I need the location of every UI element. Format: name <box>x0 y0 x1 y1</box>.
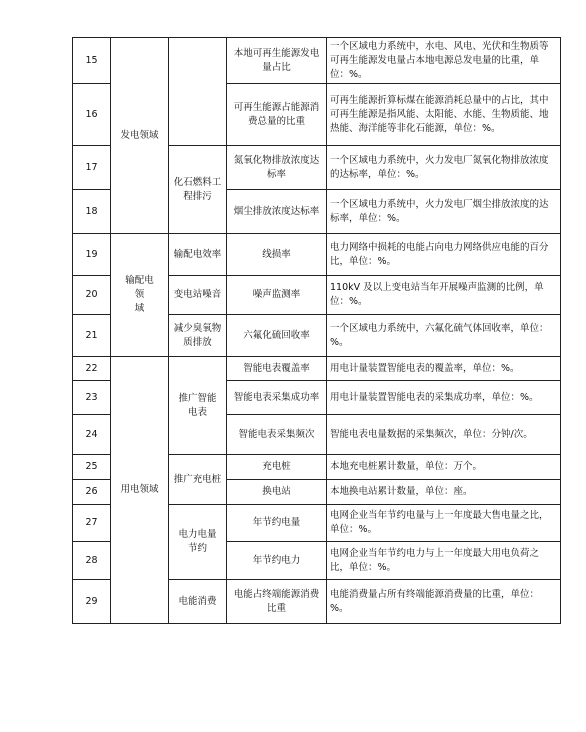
indicator-definition: 用电计量装置智能电表的覆盖率，单位：%。 <box>327 357 561 381</box>
row-number: 23 <box>73 381 111 415</box>
indicator-name: 线损率 <box>227 234 327 276</box>
indicator-table <box>72 37 561 624</box>
category-cell: 化石燃料工 程排污 <box>169 146 227 234</box>
category-cell: 推广智能 电表 <box>169 357 227 455</box>
indicator-definition: 电网企业当年节约电量与上一年度最大售电量之比，单位：%。 <box>327 505 561 542</box>
indicator-definition: 电能消费量占所有终端能源消费量的比重，单位：%。 <box>327 580 561 624</box>
indicator-name: 烟尘排放浓度达标率 <box>227 190 327 234</box>
row-number: 22 <box>73 357 111 381</box>
indicator-definition: 一个区域电力系统中，水电、风电、光伏和生物质等可再生能源发电量占本地电源总发电量的比重，单位：%。 <box>327 38 561 84</box>
row-number: 24 <box>73 415 111 455</box>
indicator-name: 换电站 <box>227 480 327 505</box>
category-cell: 电能消费 <box>169 580 227 624</box>
indicator-name: 氮氧化物排放浓度达 标率 <box>227 146 327 190</box>
indicator-definition: 一个区域电力系统中，六氟化硫气体回收率，单位：%。 <box>327 315 561 357</box>
row-number: 19 <box>73 234 111 276</box>
row-number: 17 <box>73 146 111 190</box>
category-cell: 减少臭氧物 质排放 <box>169 315 227 357</box>
category-cell: 输配电效率 <box>169 234 227 276</box>
row-number: 20 <box>73 276 111 315</box>
domain-cell: 发电领域 <box>111 38 169 234</box>
category-cell: 变电站噪音 <box>169 276 227 315</box>
indicator-definition: 可再生能源折算标煤在能源消耗总量中的占比，其中可再生能源是指风能、太阳能、水能、生物质能、地热能、海洋能等非化石能源，单位：%。 <box>327 84 561 146</box>
indicator-definition: 一个区域电力系统中，火力发电厂氮氧化物排放浓度的达标率，单位：%。 <box>327 146 561 190</box>
indicator-name: 噪声监测率 <box>227 276 327 315</box>
indicator-name: 六氟化硫回收率 <box>227 315 327 357</box>
category-cell <box>169 38 227 146</box>
row-number: 15 <box>73 38 111 84</box>
indicator-name: 本地可再生能源发电 量占比 <box>227 38 327 84</box>
indicator-name: 智能电表采集成功率 <box>227 381 327 415</box>
indicator-name: 年节约电力 <box>227 542 327 580</box>
indicator-name: 可再生能源占能源消 费总量的比重 <box>227 84 327 146</box>
table-row <box>73 38 561 84</box>
indicator-definition: 用电计量装置智能电表的采集成功率，单位：%。 <box>327 381 561 415</box>
table-row <box>73 357 561 381</box>
domain-cell: 输配电 领 域 <box>111 234 169 357</box>
category-cell: 推广充电桩 <box>169 455 227 505</box>
indicator-name: 充电桩 <box>227 455 327 480</box>
indicator-name: 智能电表覆盖率 <box>227 357 327 381</box>
row-number: 16 <box>73 84 111 146</box>
indicator-name: 年节约电量 <box>227 505 327 542</box>
row-number: 29 <box>73 580 111 624</box>
indicator-name: 智能电表采集频次 <box>227 415 327 455</box>
row-number: 26 <box>73 480 111 505</box>
row-number: 21 <box>73 315 111 357</box>
row-number: 28 <box>73 542 111 580</box>
row-number: 18 <box>73 190 111 234</box>
indicator-definition: 一个区域电力系统中，火力发电厂烟尘排放浓度的达标率，单位：%。 <box>327 190 561 234</box>
indicator-definition: 本地充电桩累计数量，单位：万个。 <box>327 455 561 480</box>
indicator-definition: 智能电表电量数据的采集频次，单位：分钟/次。 <box>327 415 561 455</box>
row-number: 27 <box>73 505 111 542</box>
indicator-definition: 本地换电站累计数量，单位：座。 <box>327 480 561 505</box>
indicator-definition: 110kV 及以上变电站当年开展噪声监测的比例，单位：%。 <box>327 276 561 315</box>
category-cell: 电力电量 节约 <box>169 505 227 580</box>
indicator-definition: 电网企业当年节约电力与上一年度最大用电负荷之比，单位：%。 <box>327 542 561 580</box>
row-number: 25 <box>73 455 111 480</box>
indicator-definition: 电力网络中损耗的电能占向电力网络供应电能的百分比，单位：%。 <box>327 234 561 276</box>
table-row <box>73 234 561 276</box>
indicator-name: 电能占终端能源消费 比重 <box>227 580 327 624</box>
domain-cell: 用电领域 <box>111 357 169 624</box>
